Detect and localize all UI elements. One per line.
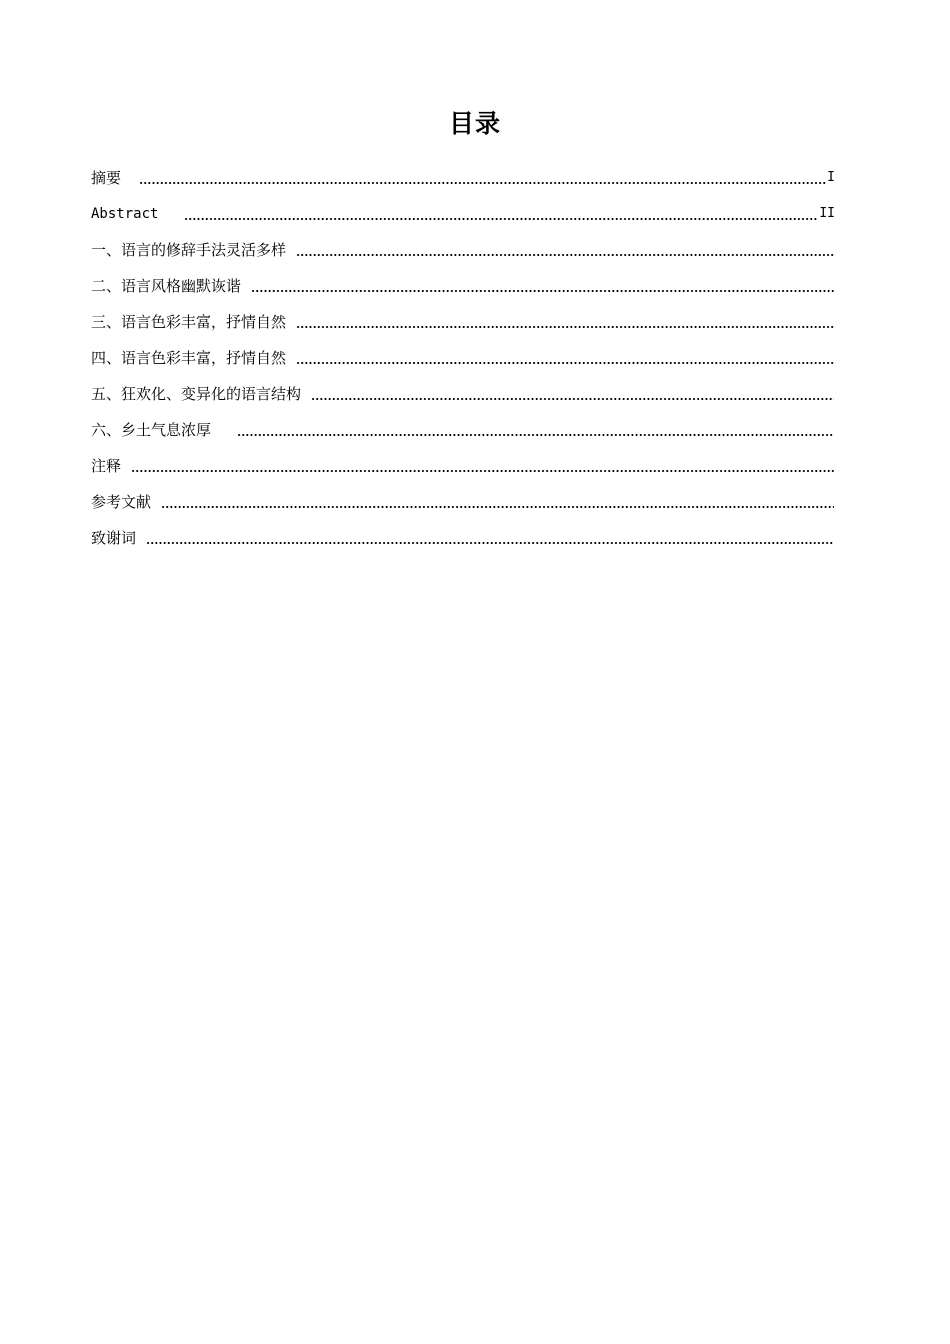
toc-entry-section-4[interactable]	[91, 340, 835, 376]
dot-leader	[251, 290, 834, 292]
toc-entry-label: 一、语言的修辞手法灵活多样	[91, 241, 287, 259]
toc-entry-label: 六、乡土气息浓厚	[91, 421, 212, 439]
toc-entry-acknowledgements[interactable]	[91, 520, 835, 556]
toc-entry-label: 致谢词	[91, 529, 137, 547]
toc-entry-section-5[interactable]	[91, 376, 835, 412]
dot-leader	[296, 254, 834, 256]
dot-leader	[146, 542, 834, 544]
toc-entry-label: 二、语言风格幽默诙谐	[91, 277, 242, 295]
dot-leader	[184, 218, 818, 220]
toc-entry-label: 四、语言色彩丰富，抒情自然	[91, 349, 287, 367]
toc-entry-references[interactable]	[91, 484, 835, 520]
toc-entry-label: 参考文献	[91, 493, 152, 511]
toc-entry-label: 三、语言色彩丰富，抒情自然	[91, 313, 287, 331]
dot-leader	[311, 398, 834, 400]
toc-entry-section-1[interactable]	[91, 232, 835, 268]
toc-page-number: I	[827, 170, 835, 185]
dot-leader	[237, 434, 834, 436]
dot-leader	[296, 362, 834, 364]
toc-entry-label: 注释	[91, 457, 122, 475]
dot-leader	[131, 470, 834, 472]
toc-entry-label: 摘要	[91, 169, 122, 187]
toc-entry-abstract-cn[interactable]	[91, 160, 835, 196]
toc-entry-label: Abstract	[91, 206, 159, 222]
dot-leader	[161, 506, 834, 508]
toc-entry-section-2[interactable]	[91, 268, 835, 304]
dot-leader	[296, 326, 834, 328]
toc-list	[91, 160, 835, 556]
toc-page-number: II	[819, 206, 835, 221]
toc-title: 目录	[448, 109, 501, 138]
toc-entry-notes[interactable]	[91, 448, 835, 484]
toc-entry-label: 五、狂欢化、变异化的语言结构	[91, 385, 302, 403]
dot-leader	[139, 182, 826, 184]
toc-entry-abstract-en[interactable]	[91, 196, 835, 232]
toc-entry-section-3[interactable]	[91, 304, 835, 340]
toc-entry-section-6[interactable]	[91, 412, 835, 448]
